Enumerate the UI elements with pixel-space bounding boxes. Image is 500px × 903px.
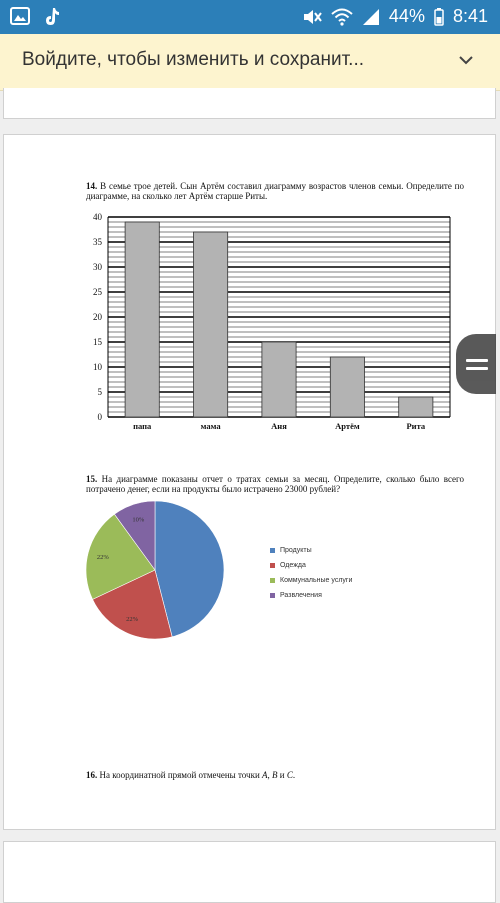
legend-swatch (270, 563, 275, 568)
question-16 (86, 770, 464, 780)
x-tick-label: Аня (271, 421, 287, 431)
y-tick-label: 30 (93, 262, 102, 272)
scroll-handle-grip-bottom[interactable] (466, 367, 488, 370)
legend-item (270, 558, 352, 573)
tiktok-icon (44, 7, 60, 27)
bar-2 (262, 342, 296, 417)
wifi-icon (331, 8, 353, 26)
document-page-next (3, 841, 496, 903)
x-tick-label: Рита (406, 421, 426, 431)
y-tick-label: 15 (93, 337, 102, 347)
legend-label: Развлечения (280, 592, 322, 599)
legend-label: Коммунальные услуги (280, 577, 353, 584)
question-14-text: В семье трое детей. Сын Артём составил диаграмму возрастов членов семьи. Определите по диаграмме, на сколько лет Артём старше Риты. (86, 181, 464, 201)
legend-item (270, 573, 352, 588)
question-16-sep: , (267, 770, 273, 780)
gallery-icon (10, 7, 30, 27)
pie-data-label: 10% (132, 516, 145, 524)
question-16-end: . (292, 770, 296, 780)
point-b: B (272, 770, 278, 780)
legend-swatch (270, 548, 275, 553)
battery-icon (434, 8, 444, 26)
scroll-handle[interactable] (456, 334, 496, 394)
battery-percent: 44% (388, 6, 425, 26)
pie-chart-legend (270, 543, 352, 603)
legend-swatch (270, 578, 275, 583)
mute-icon (302, 8, 322, 26)
sign-in-banner[interactable] (0, 34, 500, 91)
question-15-text: На диаграмме показаны отчет о тратах семьи за месяц. Определите, сколько было всего потрачено денег, если на продукты было истрачено 23000 рублей? (86, 474, 465, 494)
bar-3 (330, 357, 364, 417)
x-tick-label: Артём (335, 421, 360, 431)
x-tick-label: папа (133, 421, 152, 431)
legend-label: Продукты (280, 547, 312, 554)
y-tick-label: 25 (93, 287, 102, 297)
y-tick-label: 35 (93, 237, 102, 247)
bar-1 (194, 232, 228, 417)
legend-label: Одежда (280, 562, 306, 569)
pie-chart-slices (86, 501, 224, 639)
bar-chart-bars (125, 222, 433, 417)
bar-chart-y-ticks (93, 212, 103, 422)
question-16-and: и (277, 770, 287, 780)
document-page-previous (3, 88, 496, 119)
sign-in-banner-text[interactable]: Войдите, чтобы изменить и сохранит... (22, 49, 365, 70)
question-16-text: На координатной прямой отмечены точки (99, 770, 263, 780)
signal-icon (362, 8, 380, 26)
age-bar-chart (80, 207, 470, 437)
legend-swatch (270, 593, 275, 598)
y-tick-label: 40 (93, 212, 102, 222)
clock: 8:41 (452, 6, 488, 26)
point-a: A (262, 770, 268, 780)
bar-chart-x-ticks (133, 421, 426, 431)
question-14-number: 14. (86, 181, 98, 191)
bar-4 (399, 397, 433, 417)
question-14 (86, 181, 464, 201)
y-tick-label: 5 (97, 387, 102, 397)
question-15 (86, 474, 464, 494)
x-tick-label: мама (200, 421, 221, 431)
pie-data-label: 22% (96, 554, 109, 562)
status-bar (0, 0, 500, 34)
point-c: C (286, 770, 293, 780)
legend-item (270, 543, 352, 558)
pie-data-label: 22% (126, 616, 139, 624)
chevron-down-icon[interactable] (458, 54, 474, 72)
y-tick-label: 0 (97, 412, 102, 422)
scroll-handle-grip-top[interactable] (466, 359, 488, 362)
legend-item (270, 588, 352, 603)
bar-0 (125, 222, 159, 417)
y-tick-label: 20 (93, 312, 102, 322)
expenses-pie-chart (80, 495, 240, 650)
y-tick-label: 10 (93, 362, 102, 372)
question-16-number: 16. (86, 770, 98, 780)
question-15-number: 15. (86, 474, 98, 484)
